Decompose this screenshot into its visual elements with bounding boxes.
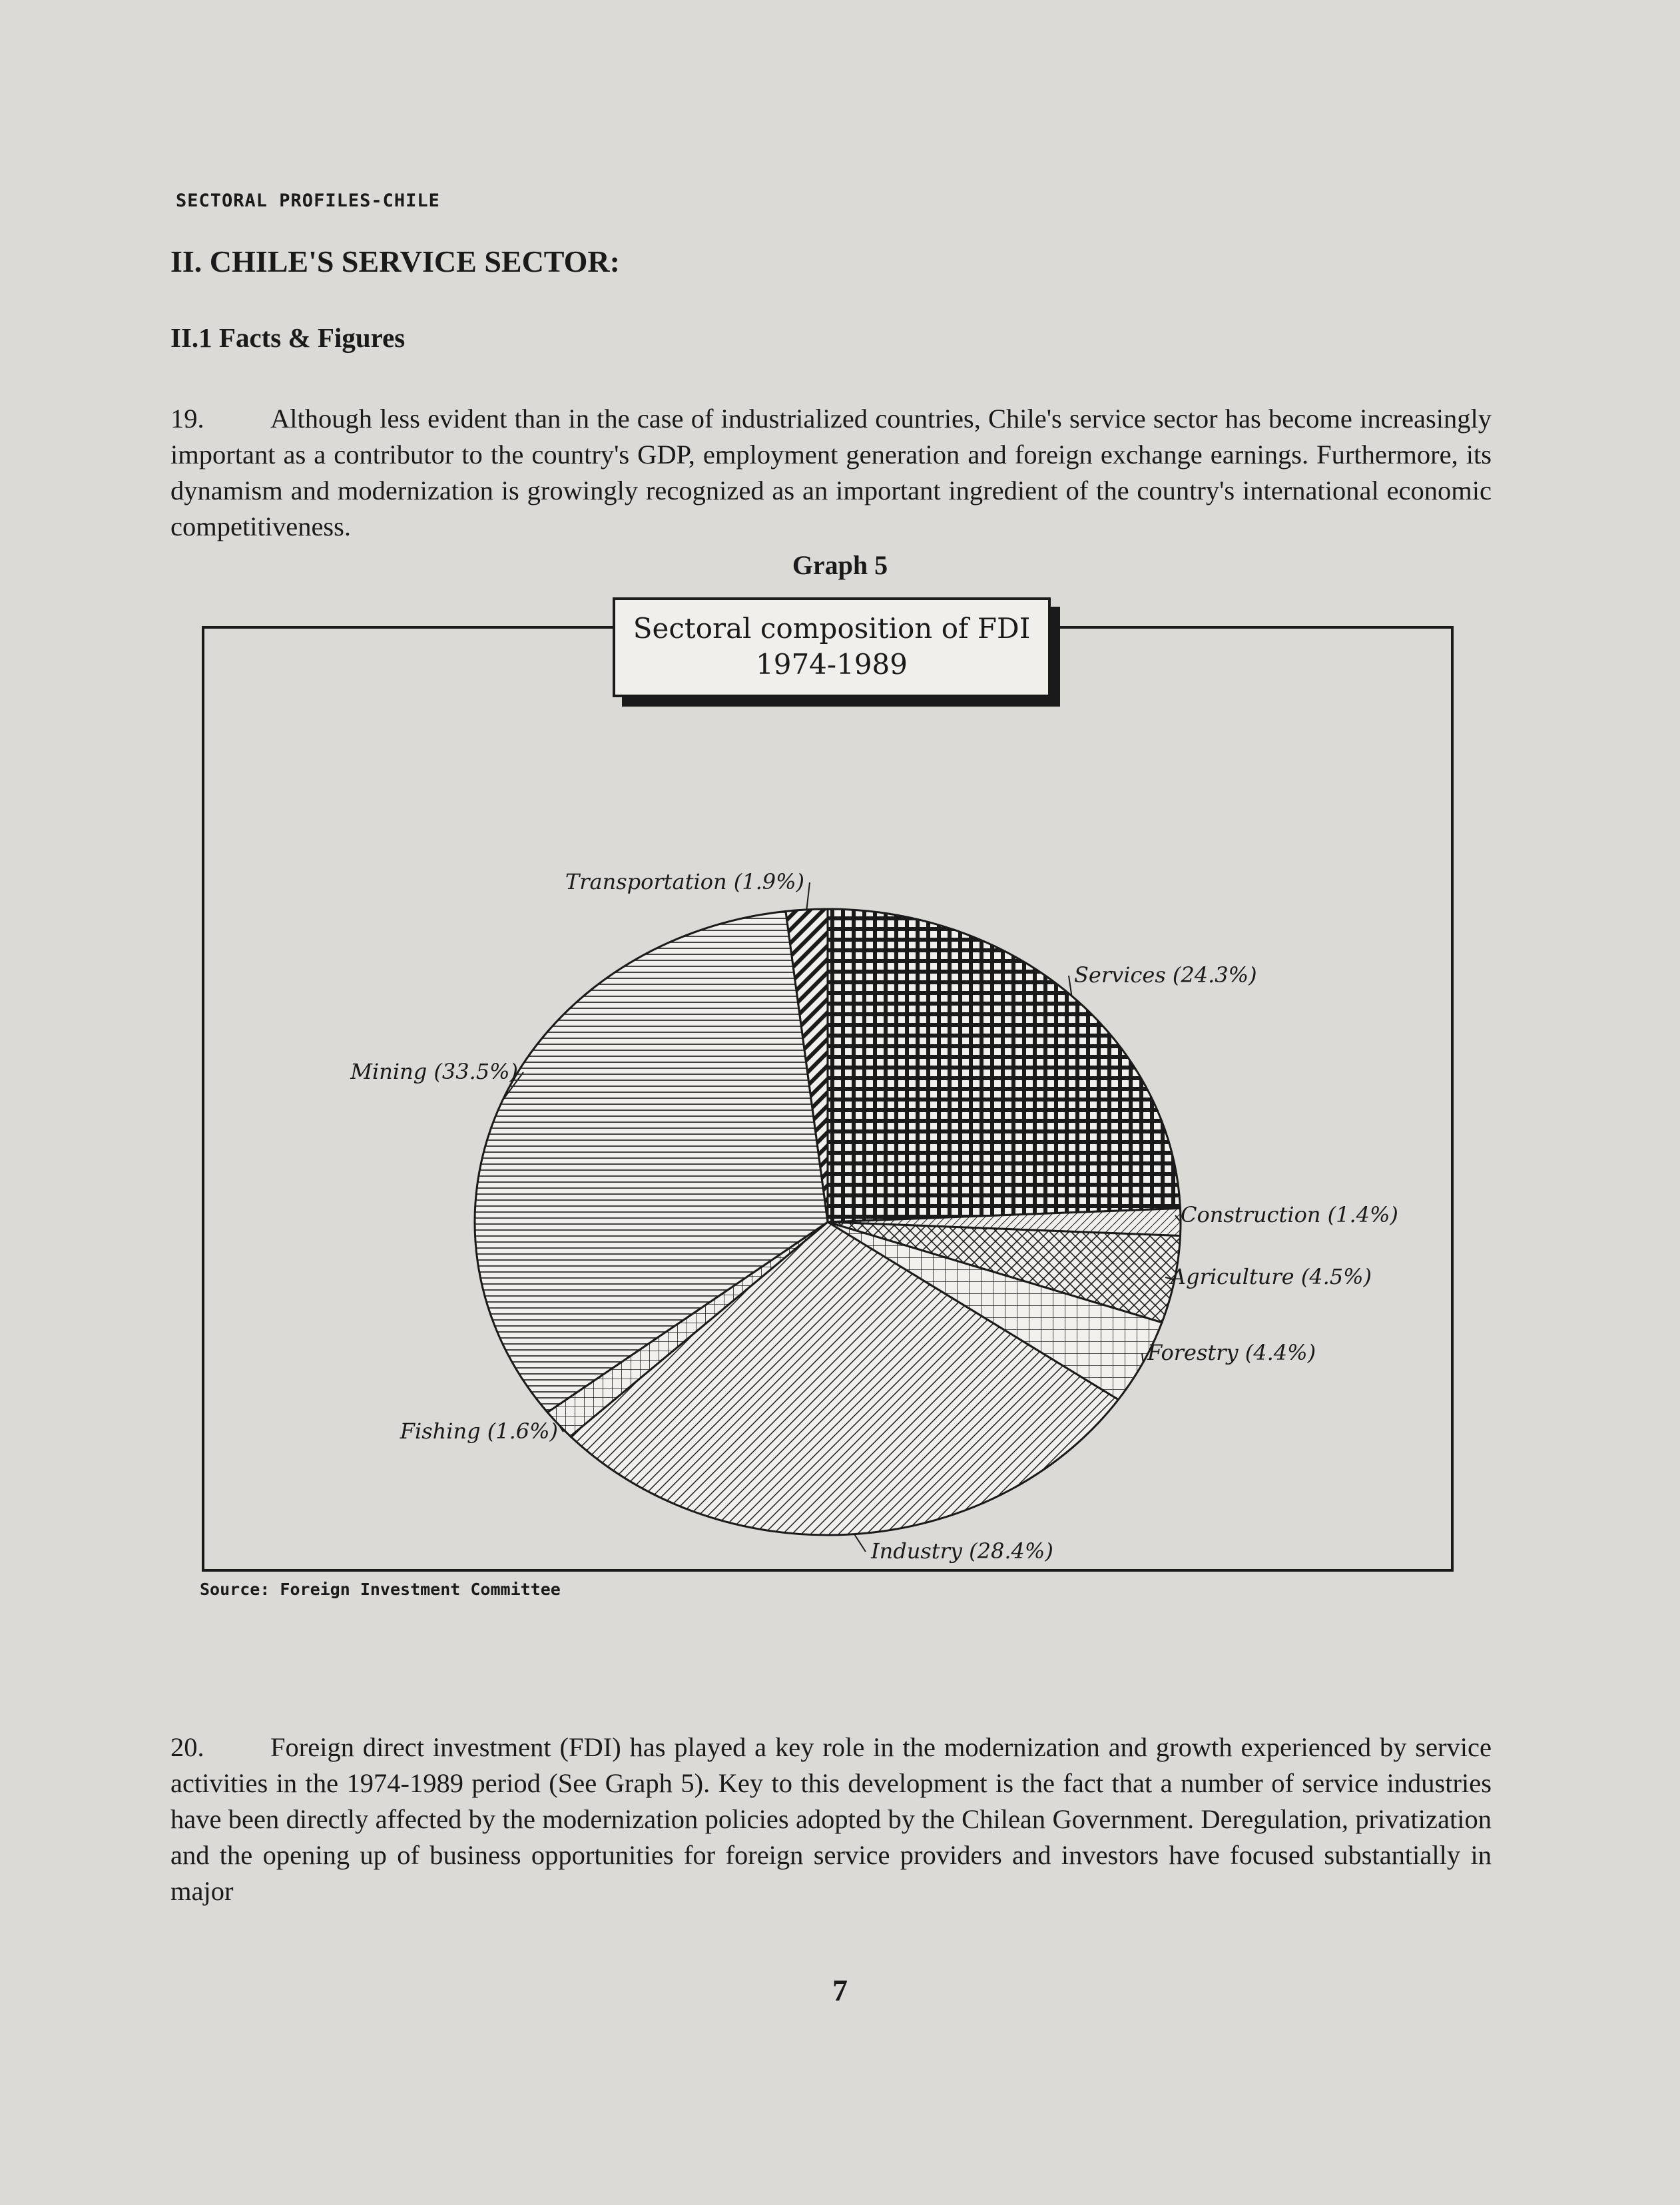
slice-label: Industry (28.4%) [871, 1538, 1053, 1564]
paragraph-19 [170, 401, 1492, 545]
leader-line [806, 882, 810, 910]
graph-label: Graph 5 [792, 550, 888, 580]
slice-label: Construction (1.4%) [1181, 1202, 1398, 1227]
slice-label: Agriculture (4.5%) [1171, 1264, 1372, 1289]
paragraph-number: 20. [170, 1732, 204, 1762]
pie-chart [202, 586, 1467, 1598]
slice-label: Fishing (1.6%) [400, 1418, 558, 1444]
subsection-title: II.1 Facts & Figures [170, 322, 406, 353]
paragraph-text: Although less evident than in the case of industrialized countries, Chile's service sector has become increasingly important as a contributor to the country's GDP, employment generation and foreign exchange earnings. Furthermore, its dynamism and modernization is growingly recognized as an important ingredient of the country's international economic competitiveness. [170, 404, 1492, 541]
page-number: 7 [832, 1973, 848, 2007]
paragraph-20 [170, 1730, 1492, 1909]
chart-subtitle: 1974-1989 [756, 648, 908, 681]
paragraph-text: Foreign direct investment (FDI) has played a key role in the modernization and growth experienced by service activities in the 1974-1989 period (See Graph 5). Key to this development is the fact that a number of service industries have been directly affected by the modernization policies adopted by the Chilean Government. Deregulation, privatization and the opening up of business opportunities for foreign service providers and investors have focused substantially in major [170, 1732, 1492, 1906]
slice-label: Transportation (1.9%) [565, 869, 804, 894]
chart-source: Source: Foreign Investment Committee [200, 1580, 561, 1599]
slice-label: Services (24.3%) [1074, 962, 1257, 988]
pie-slice-services [828, 909, 1180, 1222]
slice-label: Mining (33.5%) [350, 1059, 518, 1084]
chart-title-box [613, 597, 1051, 697]
section-title: II. CHILE'S SERVICE SECTOR: [170, 244, 620, 278]
chart-title: Sectoral composition of FDI [633, 612, 1031, 645]
leader-line [854, 1534, 866, 1552]
paragraph-number: 19. [170, 404, 204, 434]
slice-label: Forestry (4.4%) [1147, 1340, 1316, 1365]
running-head: SECTORAL PROFILES-CHILE [176, 190, 440, 211]
